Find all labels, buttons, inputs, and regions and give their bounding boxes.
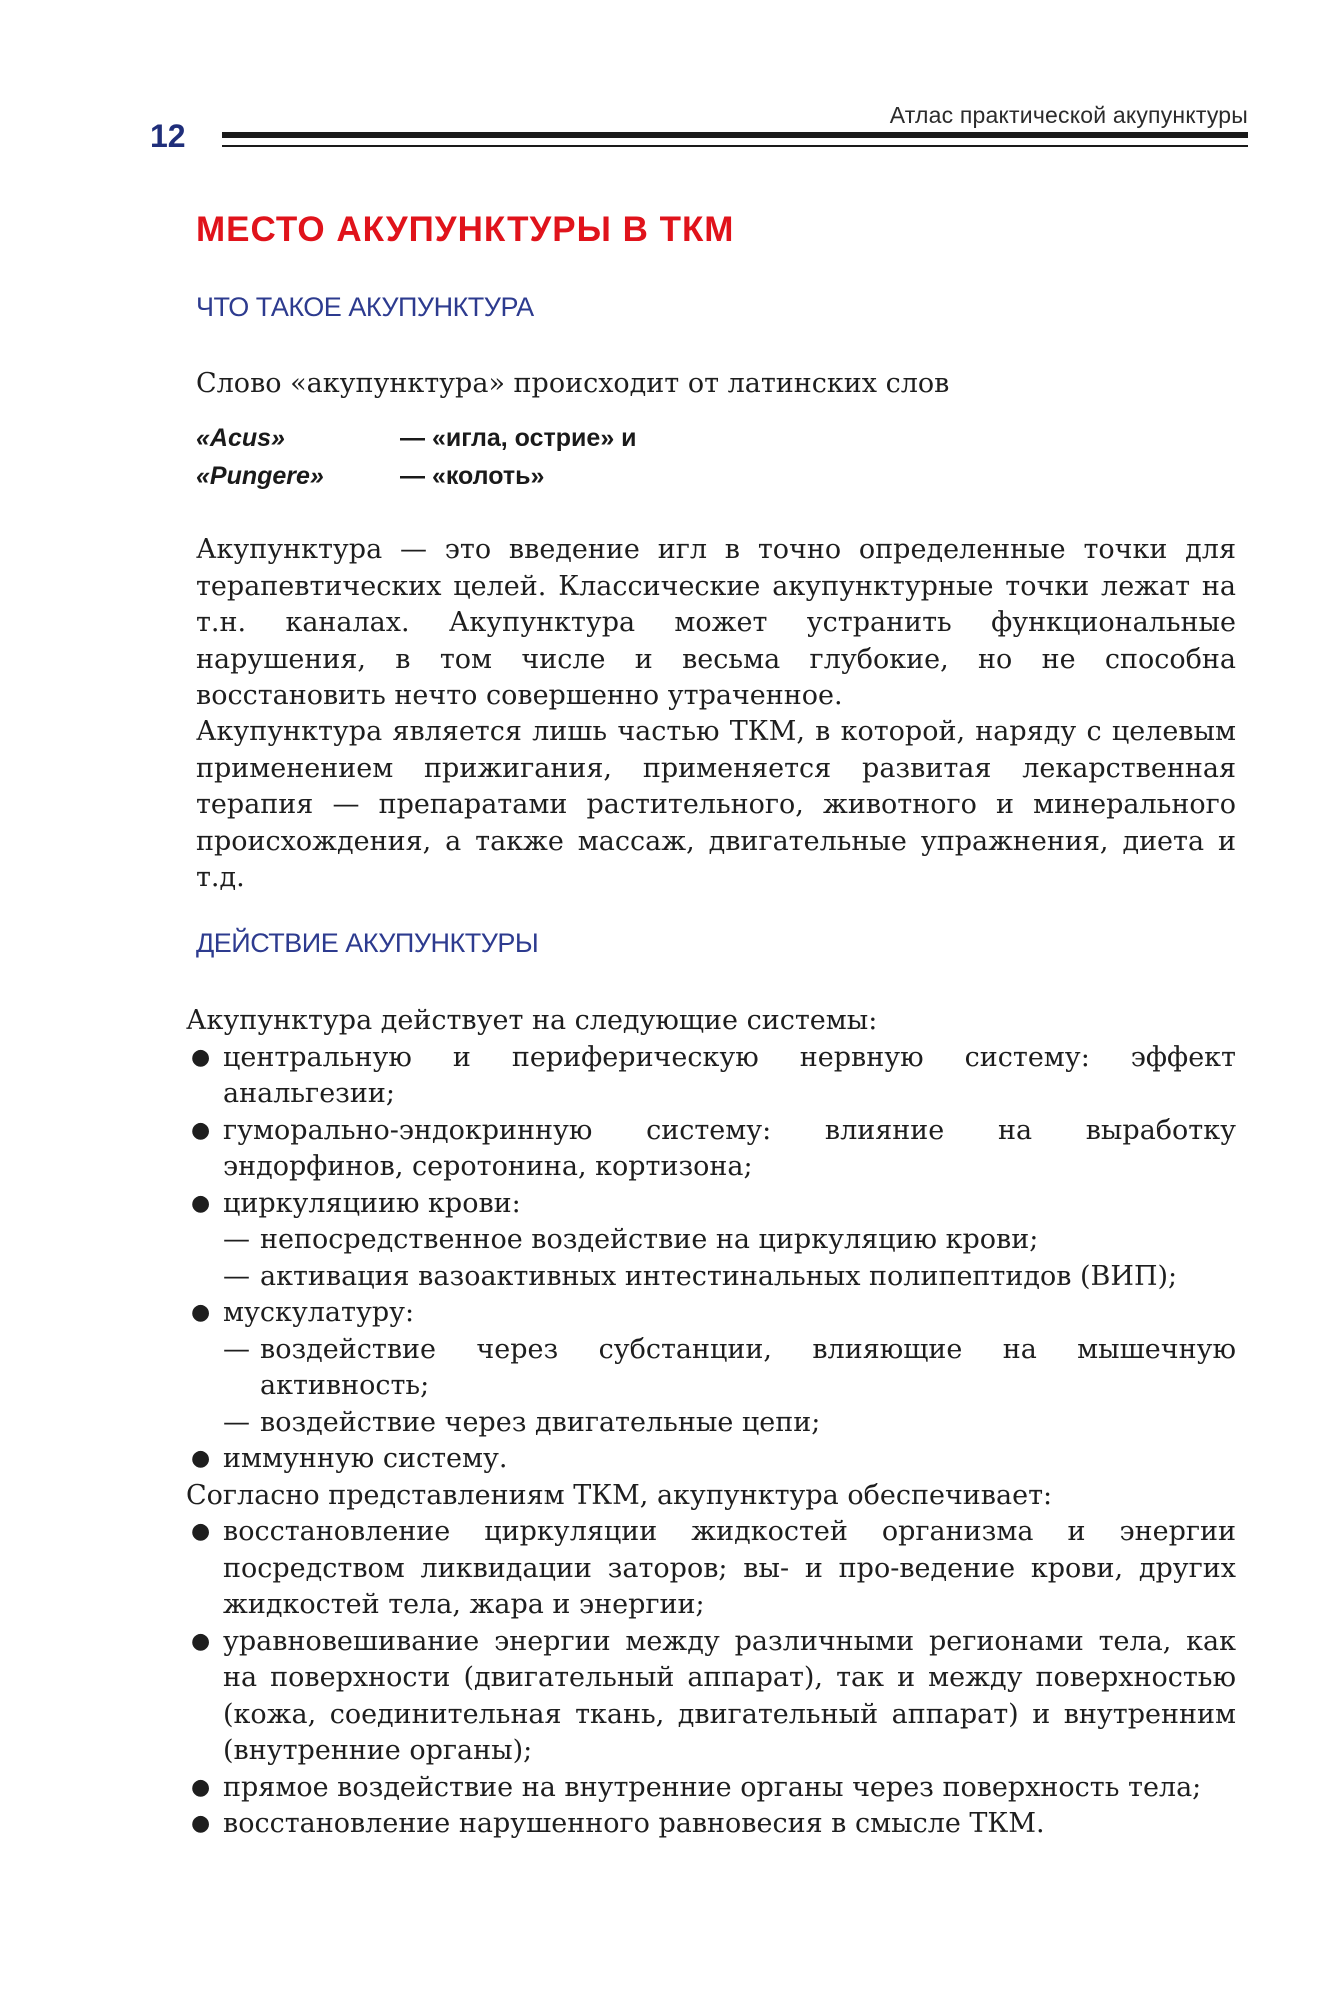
list-item	[186, 1624, 1236, 1770]
sub-list-item	[186, 1405, 1236, 1442]
heading-action-of-acupuncture: ДЕЙСТВИЕ АКУПУНКТУРЫ	[196, 928, 539, 958]
bullet-icon: ●	[191, 1300, 211, 1325]
action-list-area	[186, 1003, 1236, 1843]
list-item	[186, 1040, 1236, 1113]
section-title: МЕСТО АКУПУНКТУРЫ В ТКМ	[196, 210, 735, 249]
sub-list-item-text: непосредственное воздействие на циркуляцию крови;	[260, 1224, 1039, 1255]
systems-intro: Акупунктура действует на следующие системы:	[186, 1005, 878, 1036]
dash-icon: —	[223, 1333, 250, 1365]
bullet-icon: ●	[191, 1190, 211, 1216]
bullet-icon: ●	[191, 1628, 211, 1654]
latin-term: «Pungere»	[196, 462, 324, 490]
list-item-text: гуморально-эндокринную систему: влияние на выработку эндорфинов, серотонина, кортизона;	[223, 1114, 1236, 1182]
latin-definition: — «игла, острие» и	[400, 424, 637, 452]
bullet-icon: ●	[191, 1446, 211, 1471]
latin-definition: — «колоть»	[400, 462, 545, 490]
list-item-text: центральную и периферическую нервную систему: эффект анальгезии;	[223, 1041, 1236, 1109]
sub-list-item	[186, 1332, 1236, 1405]
bullet-icon: ●	[191, 1044, 211, 1070]
bullet-icon: ●	[191, 1811, 211, 1836]
etymology-intro: Слово «акупунктура» происходит от латинских слов	[196, 368, 950, 399]
header-rule-thin	[222, 145, 1248, 147]
sub-list-item-text: активация вазоактивных интестинальных полипептидов (ВИП);	[260, 1260, 1178, 1292]
page-number: 12	[150, 118, 186, 154]
header-rule-thick	[222, 132, 1248, 138]
list-item	[186, 1806, 1236, 1843]
latin-term: «Acus»	[196, 424, 285, 452]
bullet-icon: ●	[191, 1519, 211, 1544]
dash-icon: —	[223, 1260, 250, 1292]
list-item-text: прямое воздействие на внутренние органы через поверхность тела;	[223, 1771, 1202, 1803]
list-item	[186, 1514, 1236, 1624]
sub-list-item	[186, 1259, 1236, 1296]
book-title: Атлас практической акупунктуры	[889, 102, 1248, 128]
paragraph-tcm-part: Акупунктура является лишь частью ТКМ, в которой, наряду с целевым применением прижигания, применяется развитая лекарственная терапия — препаратами растительного, животного и минерального происхождения, а также массаж, двигательные упражнения, диета и т.д.	[196, 716, 1236, 893]
list-item-text: иммунную систему.	[223, 1443, 508, 1474]
tcm-intro: Согласно представлениям ТКМ, акупунктура обеспечивает:	[186, 1479, 1053, 1511]
list-item-text: восстановление циркуляции жидкостей организма и энергии посредством ликвидации заторов; вы- и про-ведение крови, других жидкостей тела, жара и энергии;	[223, 1516, 1236, 1620]
sub-list-item-text: воздействие через субстанции, влияющие на мышечную активность;	[260, 1333, 1236, 1401]
list-item-text: циркуляциию крови:	[223, 1187, 521, 1219]
list-item-text: уравновешивание энергии между различными регионами тела, как на поверхности (двигательный аппарат), так и между поверхностью (кожа, соединительная ткань, двигательный аппарат) и внутренним (внутренние органы);	[223, 1625, 1236, 1766]
dash-icon: —	[223, 1406, 250, 1438]
sub-list-item-text: воздействие через двигательные цепи;	[260, 1406, 821, 1438]
paragraph-definition: Акупунктура — это введение игл в точно определенные точки для терапевтических целей. Классические акупунктурные точки лежат на т.н. каналах. Акупунктура может устранить функциональные нарушения, в том числе и весьма глубокие, но не способна восстановить нечто совершенно утраченное.	[196, 534, 1236, 711]
list-item	[186, 1186, 1236, 1223]
dash-icon: —	[223, 1224, 250, 1255]
list-item	[186, 1295, 1236, 1332]
bullet-icon: ●	[191, 1774, 211, 1800]
heading-what-is-acupuncture: ЧТО ТАКОЕ АКУПУНКТУРА	[196, 292, 534, 322]
list-item	[186, 1441, 1236, 1478]
sub-list-item	[186, 1222, 1236, 1259]
bullet-icon: ●	[191, 1117, 211, 1143]
list-item-text: мускулатуру:	[223, 1297, 415, 1328]
list-item	[186, 1113, 1236, 1186]
list-item	[186, 1770, 1236, 1807]
list-item-text: восстановление нарушенного равновесия в смысле ТКМ.	[223, 1808, 1045, 1839]
